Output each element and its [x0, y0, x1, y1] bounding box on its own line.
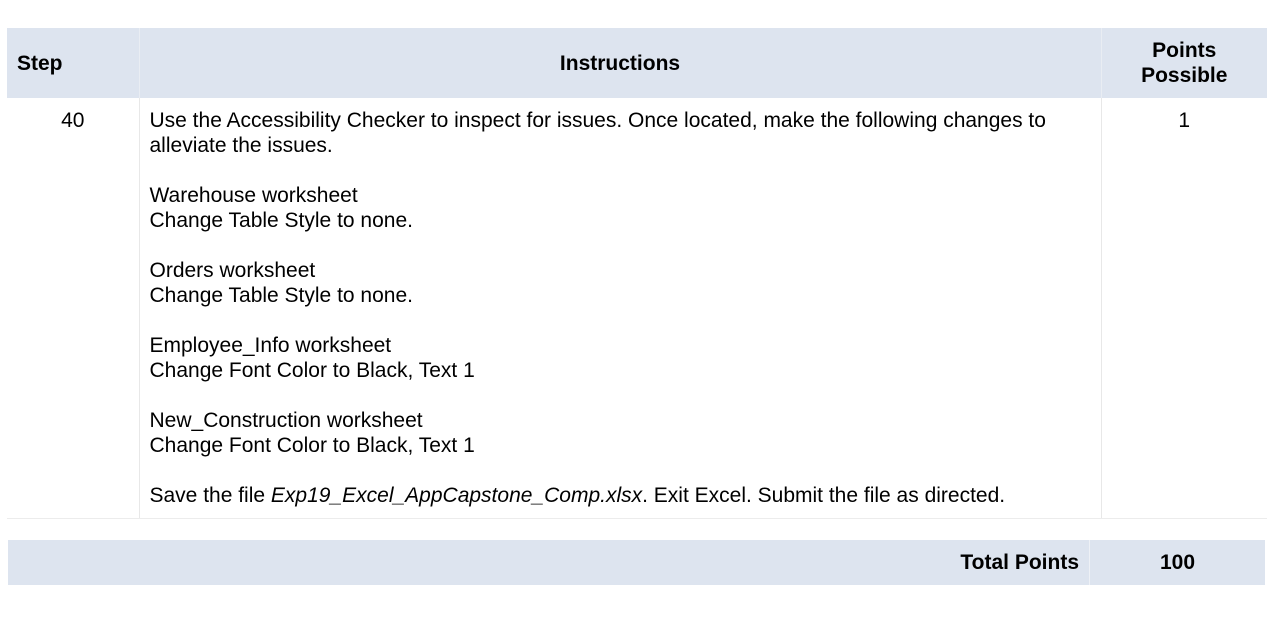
save-prefix: Save the file [149, 484, 271, 507]
total-points-bar [8, 540, 1265, 585]
orders-section-action: Change Table Style to none. [149, 284, 413, 307]
step-column-header: Step [7, 28, 139, 98]
instructions-column-header: Instructions [139, 28, 1101, 98]
warehouse-section-title: Warehouse worksheet [149, 184, 358, 207]
instruction-intro: Use the Accessibility Checker to inspect for issues. Once located, make the following changes to alleviate the issues. [149, 109, 1046, 157]
instructions-cell [139, 98, 1101, 519]
points-header-line1: Points [1152, 39, 1217, 62]
new-construction-section-title: New_Construction worksheet [149, 409, 423, 432]
new-construction-section-action: Change Font Color to Black, Text 1 [149, 434, 475, 457]
save-filename: Exp19_Excel_AppCapstone_Comp.xlsx [270, 484, 643, 507]
warehouse-section-action: Change Table Style to none. [149, 209, 413, 232]
employee-info-section-action: Change Font Color to Black, Text 1 [149, 359, 475, 382]
save-instruction [150, 483, 1091, 508]
points-value: 1 [1101, 98, 1267, 519]
table-header-row [7, 28, 1267, 98]
points-header-line2: Possible [1141, 64, 1228, 87]
employee-info-section-title: Employee_Info worksheet [149, 334, 392, 357]
save-suffix: . Exit Excel. Submit the file as directed. [642, 484, 1006, 507]
step-number: 40 [7, 98, 139, 519]
total-points-value: 100 [1159, 551, 1196, 574]
instructions-table [7, 28, 1267, 519]
points-column-header [1101, 28, 1267, 98]
total-points-label: Total Points [8, 540, 1090, 585]
orders-section-title: Orders worksheet [149, 259, 316, 282]
table-row [7, 98, 1267, 519]
